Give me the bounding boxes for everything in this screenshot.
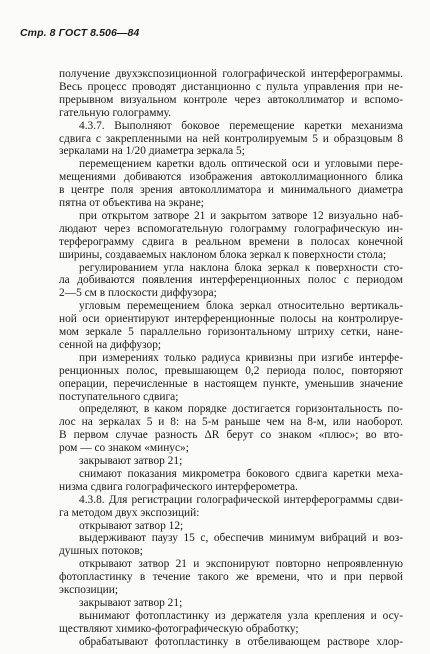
text-line: сдвига с закрепленными на ней контролируемым 5 и образцовым 8 xyxy=(59,132,403,145)
text-line: ренционных полос, превышающем 0,2 периода полос, повторяют xyxy=(59,364,403,377)
text-line: в центре поля зрения автоколлиматора и минимального диаметра xyxy=(59,184,403,197)
text-line: обрабатывают фотопластинку в отбеливающем растворе хлор- xyxy=(79,635,403,648)
text-line: пятна от объектива на экране; xyxy=(59,197,204,209)
text-line: душных потоков; xyxy=(59,545,143,558)
text-line: ширины, создаваемых наклоном блока зеркал к поверхности стола; xyxy=(59,248,387,261)
text-line: экспозиции; xyxy=(59,584,119,596)
text-line: га методом двух экспозиций: xyxy=(59,506,200,519)
text-line: открывают затвор 12; xyxy=(79,519,184,532)
text-line: определяют, в каком порядке достигается горизонтальность по- xyxy=(79,403,403,416)
text-line: выдерживают паузу 15 с, обеспечив минимум вибраций и воз- xyxy=(79,532,403,545)
text-line: мом зеркале 5 параллельно горизонтальному штриху сетки, нане- xyxy=(59,326,403,338)
text-line: сенной на диффузор; xyxy=(59,338,162,351)
text-line: операции, перечисленные в настоящем пункте, уменьшив значение xyxy=(59,377,403,390)
text-line: ла добиваются появления интерференционных полос с периодом xyxy=(59,274,403,287)
text-line: получение двухэкспозиционной голографической интерферограммы. xyxy=(59,68,403,80)
page-header: Стр. 8 ГОСТ 8.506—84 xyxy=(20,27,140,39)
text-line: ной оси ориентируют интерференционные полосы на контролируе- xyxy=(59,313,403,326)
text-line: Весь процесс проводят дистанционно с пульта управления при не- xyxy=(59,80,403,93)
text-line: низма сдвига голографического интерферометра. xyxy=(59,480,298,493)
text-line: закрывают затвор 21; xyxy=(79,455,183,467)
text-line: людают через вспомогательную голограмму голографическую ин- xyxy=(59,222,403,235)
text-line: поступательного сдвига; xyxy=(59,390,179,403)
text-line: мещениями добиваются изображения автоколлимационного блика xyxy=(59,171,403,184)
text-line: ществляют химико-фотографическую обработку; xyxy=(59,622,299,635)
text-line: вынимают фотопластинку из держателя узла крепления и осу- xyxy=(79,609,403,622)
text-line: гательную голограмму. xyxy=(59,106,172,119)
text-line: угловым перемещением блока зеркал относительно вертикаль- xyxy=(79,300,403,313)
text-line: зеркалами на 1/20 диаметра зеркала 5; xyxy=(59,145,245,158)
text-line: регулированием угла наклона блока зеркал к поверхности сто- xyxy=(79,261,403,274)
text-line: снимают показания микрометра бокового сдвига каретки меха- xyxy=(79,467,403,480)
text-line: В первом случае разность ΔR берут со знаком «плюс»; во вто- xyxy=(59,429,403,442)
text-line: 2—5 см в плоскости диффузора; xyxy=(59,287,217,300)
text-line: при открытом затворе 21 и закрытом затворе 12 визуально наб- xyxy=(79,209,403,222)
text-line: фотопластинку в течение такого же времени, что и при первой xyxy=(59,571,403,584)
text-line: открывают затвор 21 и экспонируют повторно непроявленную xyxy=(79,558,403,571)
text-line: ром — со знаком «минус»; xyxy=(59,442,189,455)
text-line: 4.3.8. Для регистрации голографической интерферограммы сдви- xyxy=(79,493,403,506)
text-line: лос на зеркалах 5 и 8: на 5-м раньше чем на 8-м, или наоборот. xyxy=(59,416,403,429)
text-line: терферограмму сдвига в реальном времени в полосах конечной xyxy=(59,235,403,248)
text-line: прерывном визуальном контроле через автоколлиматор и вспомо- xyxy=(59,93,403,106)
text-line: закрывают затвор 21; xyxy=(79,596,183,609)
text-line: перемещением каретки вдоль оптической оси и угловыми пере- xyxy=(79,158,403,171)
text-line: 4.3.7. Выполняют боковое перемещение каретки механизма xyxy=(79,119,403,132)
text-line: при измерениях только радиуса кривизны при изгибе интерфе- xyxy=(79,351,403,364)
